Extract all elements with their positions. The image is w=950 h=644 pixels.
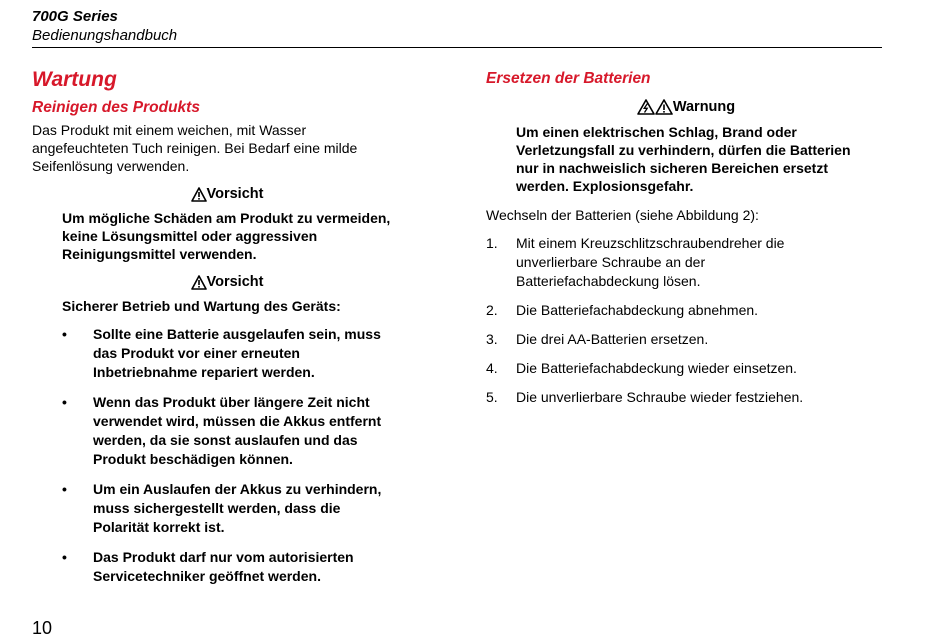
warning-triangle-icon <box>191 187 207 202</box>
step-text: Die drei AA-Batterien ersetzen. <box>516 331 709 347</box>
caution-text-1: Um mögliche Schäden am Produkt zu vermeiden, keine Lösungsmittel oder aggressiven Reinigungsmittel verwenden. <box>62 210 391 262</box>
bullet-symbol: • <box>62 326 67 342</box>
bullet-symbol: • <box>62 549 67 565</box>
left-column <box>32 66 422 597</box>
caution-bullet-list <box>32 325 392 586</box>
list-item <box>32 393 392 469</box>
warning-triangle-icon <box>191 275 207 290</box>
step-number: 1. <box>486 235 498 251</box>
cleaning-text: Das Produkt mit einem weichen, mit Wasser angefeuchteten Tuch reinigen. Bei Bedarf eine milde Seifenlösung verwenden. <box>32 122 358 174</box>
bullet-text: Wenn das Produkt über längere Zeit nicht verwendet wird, müssen die Akkus entfernt werden, da sie sonst auslaufen und das Produkt beschädigen können. <box>93 394 382 467</box>
warning-heading <box>486 98 886 116</box>
step-text: Die Batteriefachabdeckung abnehmen. <box>516 302 759 318</box>
step-text: Die Batteriefachabdeckung wieder einsetzen. <box>516 360 797 376</box>
page-header <box>32 7 177 45</box>
list-item <box>486 234 851 291</box>
bullet-symbol: • <box>62 481 67 497</box>
warning-triangle-icon <box>655 99 673 115</box>
section-title-wartung: Wartung <box>32 68 117 91</box>
step-number: 3. <box>486 331 498 347</box>
bullet-text: Das Produkt darf nur vom autorisierten Servicetechniker geöffnet werden. <box>93 549 354 584</box>
list-item <box>486 330 851 349</box>
caution-title-2: Vorsicht <box>206 274 264 290</box>
bullet-symbol: • <box>62 394 67 410</box>
header-divider <box>32 47 882 48</box>
step-number: 4. <box>486 360 498 376</box>
list-item <box>32 325 392 382</box>
page-number: 10 <box>32 618 53 638</box>
right-column <box>486 66 886 417</box>
header-series: 700G Series <box>32 8 118 25</box>
list-item <box>486 388 851 407</box>
battery-steps-list <box>486 234 851 407</box>
warning-text: Um einen elektrischen Schlag, Brand oder Verletzungsfall zu verhindern, dürfen die Batterien nur in nachweislich sicheren Bereichen ersetzt werden. Explosionsgefahr. <box>516 124 851 194</box>
battery-intro: Wechseln der Batterien (siehe Abbildung 2): <box>486 207 759 223</box>
list-item <box>486 359 851 378</box>
heading-cleaning: Reinigen des Produkts <box>32 99 200 116</box>
list-item <box>486 301 851 320</box>
warning-title: Warnung <box>672 99 736 115</box>
step-number: 5. <box>486 389 498 405</box>
step-text: Die unverlierbare Schraube wieder festziehen. <box>516 389 804 405</box>
list-item <box>32 548 392 586</box>
bullet-text: Sollte eine Batterie ausgelaufen sein, muss das Produkt vor einer erneuten Inbetriebnahme repariert werden. <box>93 326 381 380</box>
caution-heading-2 <box>32 273 422 291</box>
heading-battery-replacement: Ersetzen der Batterien <box>486 70 651 87</box>
caution-intro-2: Sicherer Betrieb und Wartung des Geräts: <box>62 298 341 314</box>
list-item <box>32 480 392 537</box>
shock-hazard-icon <box>637 99 655 115</box>
header-manual: Bedienungshandbuch <box>32 27 178 44</box>
bullet-text: Um ein Auslaufen der Akkus zu verhindern, muss sichergestellt werden, dass die Polarität korrekt ist. <box>93 481 382 535</box>
step-number: 2. <box>486 302 498 318</box>
step-text: Mit einem Kreuzschlitzschraubendreher die unverlierbare Schraube an der Batteriefachabdeckung lösen. <box>516 235 785 289</box>
caution-title-1: Vorsicht <box>206 186 264 202</box>
caution-heading-1 <box>32 185 422 203</box>
